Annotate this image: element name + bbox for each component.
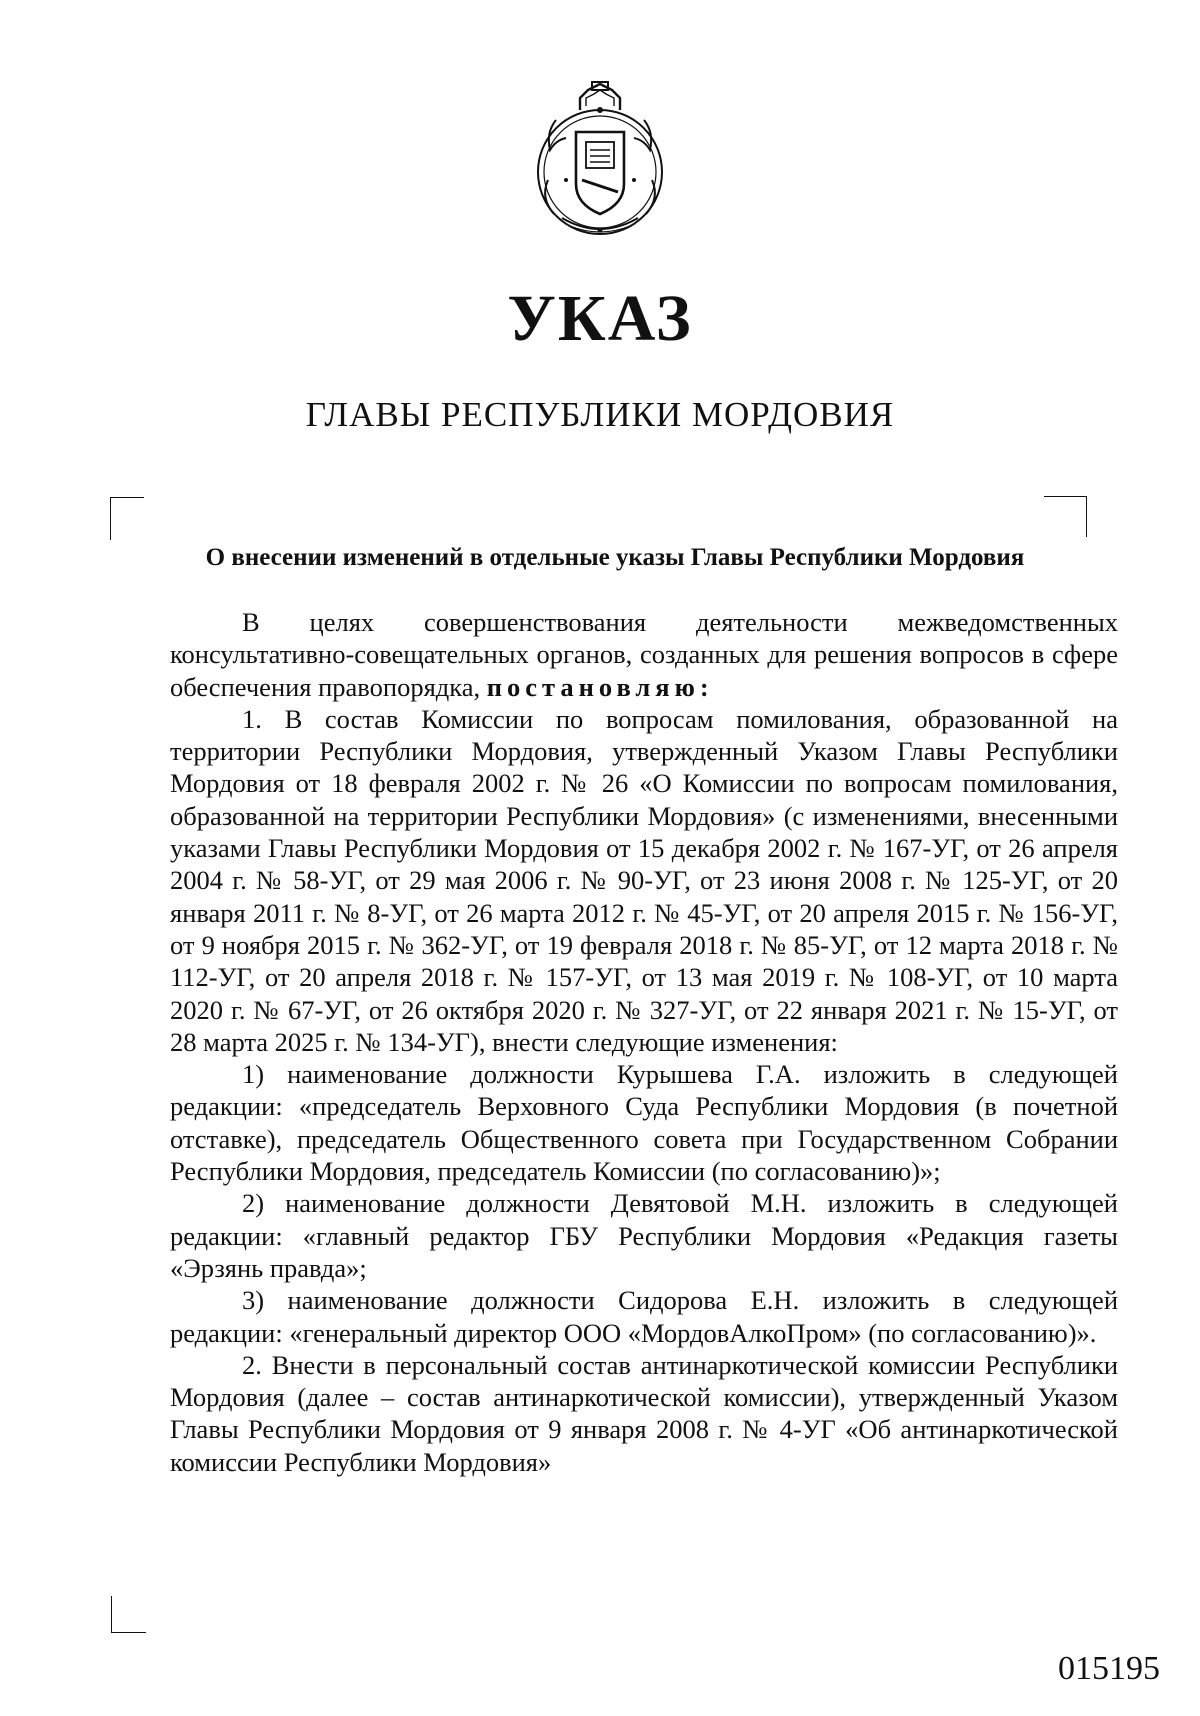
paragraph-1-3: 3) наименование должности Сидорова Е.Н. изложить в следующей редакции: «генеральный директор ООО «МордовАлкоПром» (по согласованию)». xyxy=(170,1285,1118,1348)
corner-mark-top-right xyxy=(1044,496,1087,537)
corner-mark-top-left xyxy=(110,497,144,540)
paragraph-2: 2. Внести в персональный состав антинаркотической комиссии Республики Мордовия (далее – состав антинаркотической комиссии), утвержденный Указом Главы Республики Мордовия от 9 января 2008 г. № 4-УГ «Об антинаркотической комиссии Республики Мордовия» xyxy=(170,1349,1118,1477)
decree-title: УКАЗ xyxy=(507,282,693,355)
document-heading: О внесении изменений в отдельные указы Главы Республики Мордовия xyxy=(205,544,1025,571)
page-number: 015195 xyxy=(1058,1650,1160,1687)
decree-subtitle: ГЛАВЫ РЕСПУБЛИКИ МОРДОВИЯ xyxy=(305,395,895,434)
intro-paragraph xyxy=(170,606,1118,703)
resolution-word: постановляю: xyxy=(486,671,714,702)
paragraph-1-2: 2) наименование должности Девятовой М.Н. изложить в следующей редакции: «главный редактор ГБУ Республики Мордовия «Редакция газеты «Эрзянь правда»; xyxy=(170,1188,1118,1283)
coat-of-arms-icon xyxy=(526,80,674,240)
paragraph-1-1: 1) наименование должности Курышева Г.А. изложить в следующей редакции: «председатель Верховного Суда Республики Мордовия (в почетной отставке), председатель Общественного совета при Государственном Собрании Республики Мордовия, председатель Комиссии (по согласованию)»; xyxy=(170,1059,1118,1187)
paragraph-1: 1. В состав Комиссии по вопросам помилования, образованной на территории Республики Мордовия, утвержденный Указом Главы Республики Мордовия от 18 февраля 2002 г. № 26 «О Комиссии по вопросам помилования, образованной на территории Республики Мордовия» (с изменениями, внесенными указами Главы Республики Мордовия от 15 декабря 2002 г. № 167-УГ, от 26 апреля 2004 г. № 58-УГ, от 29 мая 2006 г. № 90-УГ, от 23 июня 2008 г. № 125-УГ, от 20 января 2011 г. № 8-УГ, от 26 марта 2012 г. № 45-УГ, от 20 апреля 2015 г. № 156-УГ, от 9 ноября 2015 г. № 362-УГ, от 19 февраля 2018 г. № 85-УГ, от 12 марта 2018 г. № 112-УГ, от 20 апреля 2018 г. № 157-УГ, от 13 мая 2019 г. № 108-УГ, от 10 марта 2020 г. № 67-УГ, от 26 октября 2020 г. № 327-УГ, от 22 января 2021 г. № 15-УГ, от 28 марта 2025 г. № 134-УГ), внести следующие изменения: xyxy=(170,703,1118,1057)
document-body xyxy=(170,606,1118,1478)
corner-mark-bottom-left xyxy=(111,1596,146,1633)
intro-text: В целях совершенствования деятельности межведомственных консультативно-совещательных органов, созданных для решения вопросов в сфере обеспечения правопорядка, xyxy=(170,607,1118,702)
